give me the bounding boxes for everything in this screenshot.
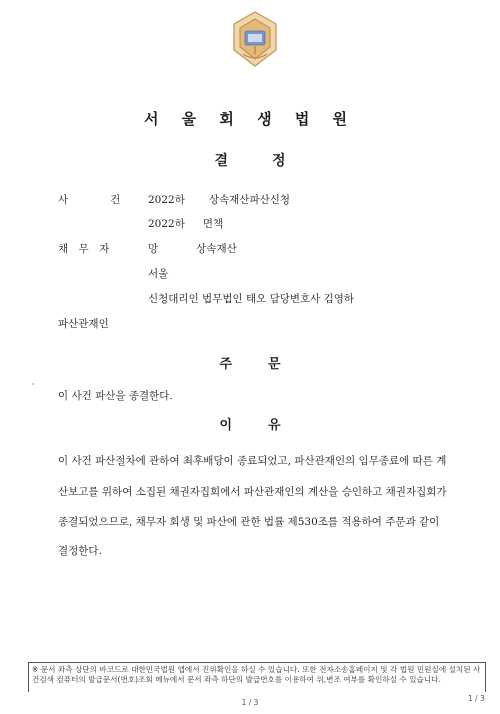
reason-line-1: 이 사건 파산절차에 관하여 최후배당이 종료되었고, 파산관재인의 임무종료에 따른 계 bbox=[58, 455, 447, 467]
debtor-name bbox=[148, 241, 237, 256]
case-number-1-name: 상속재산파산신청 bbox=[208, 194, 291, 206]
debtor-prefix: 망 bbox=[148, 243, 159, 255]
applicant-agent: 신청대리인 법무법인 태오 담당변호사 김영하 bbox=[148, 293, 355, 305]
case-label: 사 건 bbox=[58, 194, 121, 206]
document-type-right: 정 bbox=[272, 153, 286, 169]
court-name: 서 울 회 생 법 원 bbox=[143, 110, 357, 128]
case-number-2-name: 면책 bbox=[202, 218, 224, 230]
document-type-left: 결 bbox=[214, 153, 228, 169]
reason-line-4: 결정한다. bbox=[58, 545, 102, 557]
court-seal-icon bbox=[229, 10, 281, 74]
order-text: 이 사건 파산을 종결한다. bbox=[58, 390, 173, 402]
trustee-label: 파산관재인 bbox=[58, 318, 109, 330]
order-heading-right: 문 bbox=[268, 357, 281, 372]
reason-line-2: 산보고를 위하여 소집된 채권자집회에서 파산관재인의 계산을 승인하고 채권자집회가 bbox=[58, 486, 447, 498]
order-heading-left: 주 bbox=[219, 357, 232, 372]
scan-dot bbox=[32, 383, 34, 385]
debtor-label: 채 무 자 bbox=[58, 243, 110, 255]
reason-line-3: 종결되었으므로, 채무자 회생 및 파산에 관한 법률 제530조를 적용하여 주문과 같이 bbox=[58, 516, 440, 528]
reason-heading-left: 이 bbox=[219, 418, 232, 433]
page-number-center: 1 / 3 bbox=[241, 698, 259, 707]
case-number-2 bbox=[148, 216, 223, 231]
reason-heading-right: 유 bbox=[268, 418, 281, 433]
debtor-suffix: 상속재산 bbox=[196, 243, 237, 255]
case-number-2-prefix: 2022하 bbox=[148, 218, 185, 230]
debtor-address: 서울 bbox=[148, 268, 169, 280]
page-number-right: 1 / 3 bbox=[468, 694, 485, 703]
reason-heading bbox=[0, 414, 500, 433]
document-type bbox=[0, 150, 500, 170]
order-heading bbox=[0, 353, 500, 372]
case-number-1 bbox=[148, 192, 290, 207]
case-number-1-prefix: 2022하 bbox=[148, 194, 185, 206]
verification-notice: ※ 문서 좌측 상단의 바코드로 대한민국법원 앱에서 진위확인을 하실 수 있습니다. 또한 전자소송홈페이지 및 각 법원 민원실에 설치된 사건검색 컴퓨터의 발급문서(번호)조회 메뉴에서 문서 좌측 하단의 발급번호를 이용하여 위,변조 여부를 확인하실 수 있습니다. bbox=[28, 662, 486, 692]
